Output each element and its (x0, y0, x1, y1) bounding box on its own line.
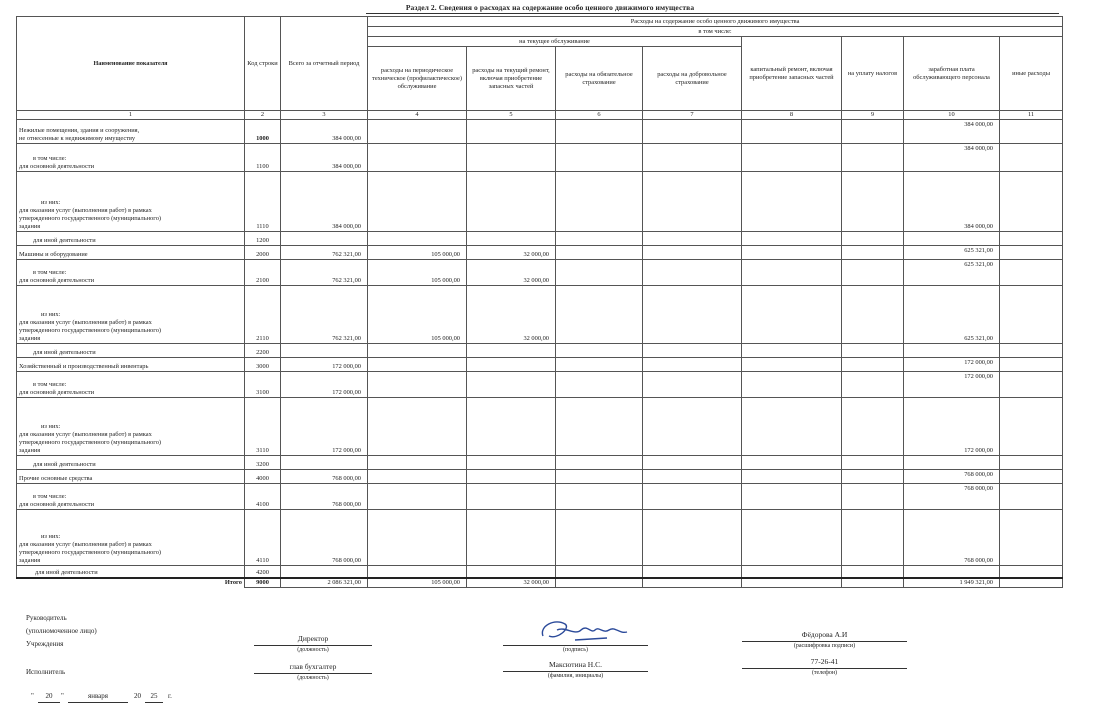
signature-scribble (535, 616, 631, 648)
cap-phone: (телефон) (811, 670, 838, 676)
col-num: 3 (281, 111, 368, 120)
row-name: Хозяйственный и производственный инвентарь (17, 358, 245, 372)
row-code: 4200 (245, 566, 281, 578)
line-head-name (742, 641, 907, 642)
date-quote-open: " (31, 692, 34, 700)
cap-head-name: (расшифровка подписи) (793, 643, 856, 649)
expenses-table (16, 16, 1063, 588)
row-name: Нежилые помещения, здания и сооружения, не отнесенные к недвижимому имуществу (17, 120, 245, 144)
header-c7: расходы на добровольное страхование (643, 47, 742, 111)
head-position: Директор (297, 634, 329, 643)
table-row (17, 510, 1063, 566)
row-total (281, 232, 368, 246)
col-num: 9 (842, 111, 904, 120)
line-executor-position (254, 673, 372, 674)
row-total: 384 000,00 (281, 144, 368, 172)
cap-executor-name: (фамилия, инициалы) (547, 673, 604, 679)
row-code: 2100 (245, 260, 281, 286)
row-c10: 172 000,00 (904, 372, 1000, 398)
line-head-signature (503, 645, 648, 646)
row-code: 2200 (245, 344, 281, 358)
row-c5: 32 000,00 (467, 260, 556, 286)
row-c10 (904, 344, 1000, 358)
table-row (17, 232, 1063, 246)
col-num: 4 (368, 111, 467, 120)
row-c10: 172 000,00 (904, 398, 1000, 456)
row-total: 762 321,00 (281, 246, 368, 260)
row-c10: 625 321,00 (904, 286, 1000, 344)
row-c4: 105 000,00 (368, 246, 467, 260)
table-row (17, 246, 1063, 260)
table-row (17, 456, 1063, 470)
table-row (17, 372, 1063, 398)
row-code: 4100 (245, 484, 281, 510)
row-code: 3200 (245, 456, 281, 470)
row-total: 2 086 321,00 (281, 578, 368, 588)
total-row (17, 578, 1063, 588)
row-c10 (904, 456, 1000, 470)
row-name: для иной деятельности (17, 344, 245, 358)
header-name: Наименование показателя (17, 17, 245, 111)
header-c5: расходы на текущий ремонт, включая приобретение запасных частей (467, 47, 556, 111)
table-row (17, 344, 1063, 358)
col-num: 7 (643, 111, 742, 120)
row-c10: 384 000,00 (904, 120, 1000, 144)
col-num: 1 (17, 111, 245, 120)
title-rule (366, 13, 1059, 14)
row-name: в том числе: для основной деятельности (17, 484, 245, 510)
executor-position: глав бухгалтер (289, 662, 337, 671)
col-num: 11 (1000, 111, 1063, 120)
header-c10: заработная плата обслуживающего персонала (904, 37, 1000, 111)
row-name: из них: для оказания услуг (выполнения работ) в рамках утвержденного государственного (муниципального) задания (17, 510, 245, 566)
row-c5: 32 000,00 (467, 578, 556, 588)
executor-name: Максютина Н.С. (549, 660, 602, 669)
row-total: 172 000,00 (281, 358, 368, 372)
row-code: 3100 (245, 372, 281, 398)
col-num: 10 (904, 111, 1000, 120)
section-title: Раздел 2. Сведения о расходах на содержание особо ценного движимого имущества (405, 3, 695, 12)
date-g: г. (168, 692, 172, 700)
table-row (17, 484, 1063, 510)
col-num: 2 (245, 111, 281, 120)
phone: 77-26-41 (810, 657, 839, 666)
row-c10 (904, 232, 1000, 246)
row-code: 1110 (245, 172, 281, 232)
row-c10: 172 000,00 (904, 358, 1000, 372)
line-phone (742, 668, 907, 669)
col-num: 6 (556, 111, 643, 120)
total-label: Итого (17, 578, 245, 588)
row-total: 172 000,00 (281, 372, 368, 398)
row-total: 768 000,00 (281, 510, 368, 566)
row-name: для иной деятельности (17, 456, 245, 470)
table-row (17, 172, 1063, 232)
row-name: Прочие основные средства (17, 470, 245, 484)
row-c5: 32 000,00 (467, 246, 556, 260)
row-name: Машины и оборудование (17, 246, 245, 260)
table-row (17, 120, 1063, 144)
header-current-service: на текущее обслуживание (368, 37, 742, 47)
table-row (17, 398, 1063, 456)
row-name: для иной деятельности (17, 232, 245, 246)
row-code: 3000 (245, 358, 281, 372)
executor-label: Исполнитель (26, 668, 66, 676)
table-row (17, 286, 1063, 344)
row-name: в том числе: для основной деятельности (17, 260, 245, 286)
row-total (281, 566, 368, 578)
row-code: 2110 (245, 286, 281, 344)
table-row (17, 260, 1063, 286)
header-including: в том числе: (368, 27, 1063, 37)
col-num: 8 (742, 111, 842, 120)
row-code: 1200 (245, 232, 281, 246)
head-label-3: Учреждения (26, 640, 64, 648)
row-c10: 625 321,00 (904, 246, 1000, 260)
line-date-year (145, 702, 163, 703)
row-code: 1000 (245, 120, 281, 144)
date-quote-close: " (61, 692, 64, 700)
head-label-2: (уполномоченное лицо) (26, 627, 97, 635)
table-row (17, 358, 1063, 372)
row-name: в том числе: для основной деятельности (17, 372, 245, 398)
row-c10: 384 000,00 (904, 144, 1000, 172)
header-expenses-group: Расходы на содержание особо ценного движимого имущества (368, 17, 1063, 27)
line-head-position (254, 645, 372, 646)
line-executor-name (503, 671, 648, 672)
row-c4: 105 000,00 (368, 260, 467, 286)
table-row (17, 144, 1063, 172)
table-row (17, 470, 1063, 484)
row-name: для иной деятельности (17, 566, 245, 578)
date-year-suffix: 25 (150, 692, 158, 700)
header-c6: расходы на обязательное страхование (556, 47, 643, 111)
row-code: 3110 (245, 398, 281, 456)
row-total (281, 456, 368, 470)
row-name: из них: для оказания услуг (выполнения работ) в рамках утвержденного государственного (муниципального) задания (17, 286, 245, 344)
row-c4: 105 000,00 (368, 578, 467, 588)
row-c4: 105 000,00 (368, 286, 467, 344)
row-c10: 1 949 321,00 (904, 578, 1000, 588)
row-total: 768 000,00 (281, 484, 368, 510)
header-c4: расходы на периодическое техническое (профилактическое) обслуживание (368, 47, 467, 111)
row-total: 762 321,00 (281, 286, 368, 344)
row-total (281, 344, 368, 358)
row-c10 (904, 566, 1000, 578)
cap-head-signature: (подпись) (563, 647, 588, 653)
line-date-month (68, 702, 128, 703)
row-c10: 384 000,00 (904, 172, 1000, 232)
date-year-prefix: 20 (134, 692, 141, 700)
header-c8: капитальный ремонт, включая приобретение запасных частей (742, 37, 842, 111)
row-c10: 768 000,00 (904, 470, 1000, 484)
row-c5: 32 000,00 (467, 286, 556, 344)
table-row (17, 566, 1063, 578)
row-code: 9000 (245, 578, 281, 588)
row-total: 768 000,00 (281, 470, 368, 484)
cap-head-position: (должность) (297, 647, 329, 653)
row-c10: 625 321,00 (904, 260, 1000, 286)
row-total: 172 000,00 (281, 398, 368, 456)
head-label-1: Руководитель (26, 614, 67, 622)
header-code: Код строки (245, 17, 281, 111)
header-c9: на уплату налогов (842, 37, 904, 111)
row-total: 384 000,00 (281, 172, 368, 232)
row-total: 762 321,00 (281, 260, 368, 286)
row-code: 4110 (245, 510, 281, 566)
row-c10: 768 000,00 (904, 510, 1000, 566)
row-c10: 768 000,00 (904, 484, 1000, 510)
date-month: января (87, 692, 108, 700)
header-c11: иные расходы (1000, 37, 1063, 111)
row-c4 (368, 120, 467, 144)
head-name: Фёдорова А.И (801, 630, 848, 639)
col-num: 5 (467, 111, 556, 120)
line-date-day (38, 702, 60, 703)
row-code: 1100 (245, 144, 281, 172)
header-total: Всего за отчетный период (281, 17, 368, 111)
row-name: в том числе: для основной деятельности (17, 144, 245, 172)
cap-executor-position: (должность) (297, 675, 329, 681)
row-code: 4000 (245, 470, 281, 484)
date-day: 20 (45, 692, 53, 700)
row-name: из них: для оказания услуг (выполнения работ) в рамках утвержденного государственного (муниципального) задания (17, 398, 245, 456)
row-code: 2000 (245, 246, 281, 260)
row-total: 384 000,00 (281, 120, 368, 144)
row-name: из них: для оказания услуг (выполнения работ) в рамках утвержденного государственного (муниципального) задания (17, 172, 245, 232)
